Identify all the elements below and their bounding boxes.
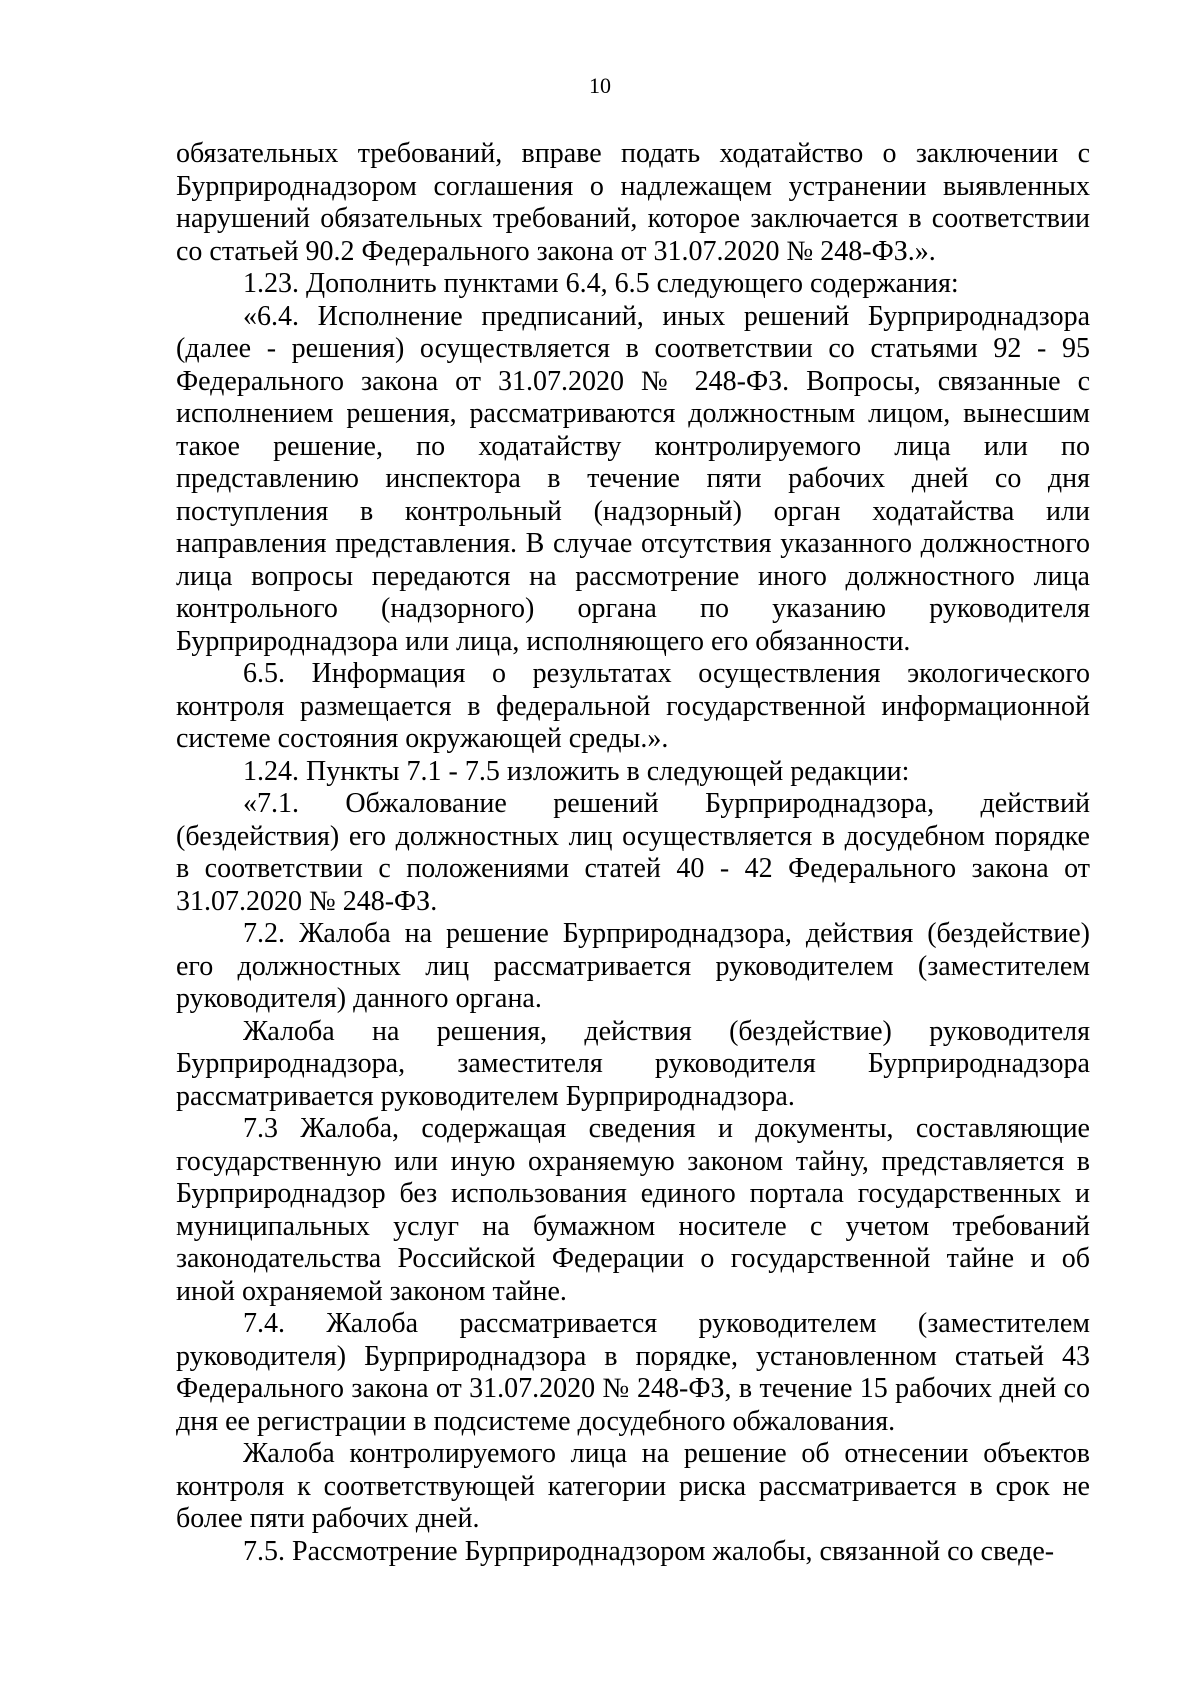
paragraph-item-7-5: 7.5. Рассмотрение Бурприроднадзором жалобы, связанной со сведе- [243, 1535, 1055, 1567]
paragraph-item-1-23: 1.23. Дополнить пунктами 6.4, 6.5 следующего содержания: [243, 268, 959, 299]
paragraph-item-7-2: 7.2. Жалоба на решение Бурприроднадзора, действия (бездействие) его должностных лиц рассматривается руководителем (заместителем руководителя) данного органа. [176, 918, 1090, 1014]
paragraph-item-7-3: 7.3 Жалоба, содержащая сведения и документы, составляющие государственную или иную охраняемую законом тайну, представляется в Бурприроднадзор без использования единого портала государственных и муниципальных услуг на бумажном носителе с учетом требований законодательства Российской Федерации о государственной тайне и об иной охраняемой законом тайне. [176, 1113, 1090, 1307]
paragraph-item-1-24: 1.24. Пункты 7.1 - 7.5 изложить в следующей редакции: [243, 755, 910, 787]
paragraph-item-7-1: «7.1. Обжалование решений Бурприроднадзора, действий (бездействия) его должностных лиц осуществляется в досудебном порядке в соответствии с положениями статей 40 - 42 Федерального закона от 31.07.2020 № 248-ФЗ. [176, 788, 1090, 917]
paragraph-item-7-4: 7.4. Жалоба рассматривается руководителем (заместителем руководителя) Бурприроднадзора в порядке, установленном статьей 43 Федерального закона от 31.07.2020 № 248-ФЗ, в течение 15 рабочих дней со дня ее регистрации в подсистеме досудебного обжалования. [176, 1308, 1090, 1437]
paragraph-continuation: обязательных требований, вправе подать ходатайство о заключении с Бурприроднадзором соглашения о надлежащем устранении выявленных нарушений обязательных требований, которое заключается в соответствии со статьей 90.2 Федерального закона от 31.07.2020 № 248-ФЗ.». [176, 138, 1090, 267]
document-body [176, 138, 1090, 1568]
paragraph-item-6-5: 6.5. Информация о результатах осуществления экологического контроля размещается в федеральной государственной информационной системе состояния окружающей среды.». [176, 658, 1090, 754]
paragraph-item-6-4: «6.4. Исполнение предписаний, иных решений Бурприроднадзора (далее - решения) осуществляется в соответствии со статьями 92 - 95 Федерального закона от 31.07.2020 № 248-ФЗ. Вопросы, связанные с исполнением решения, рассматриваются должностным лицом, вынесшим такое решение, по ходатайству контролируемого лица или по представлению инспектора в течение пяти рабочих дней со дня поступления в контрольный (надзорный) орган ходатайства или направления представления. В случае отсутствия указанного должностного лица вопросы передаются на рассмотрение иного должностного лица контрольного (надзорного) органа по указанию руководителя Бурприроднадзора или лица, исполняющего его обязанности. [176, 300, 1090, 657]
page-number: 10 [589, 73, 611, 98]
paragraph-item-7-2-complaint: Жалоба на решения, действия (бездействие) руководителя Бурприроднадзора, заместителя руководителя Бурприроднадзора рассматривается руководителем Бурприроднадзора. [176, 1015, 1090, 1112]
paragraph-item-7-4-risk: Жалоба контролируемого лица на решение об отнесении объектов контроля к соответствующей категории риска рассматривается в срок не более пяти рабочих дней. [176, 1438, 1090, 1534]
